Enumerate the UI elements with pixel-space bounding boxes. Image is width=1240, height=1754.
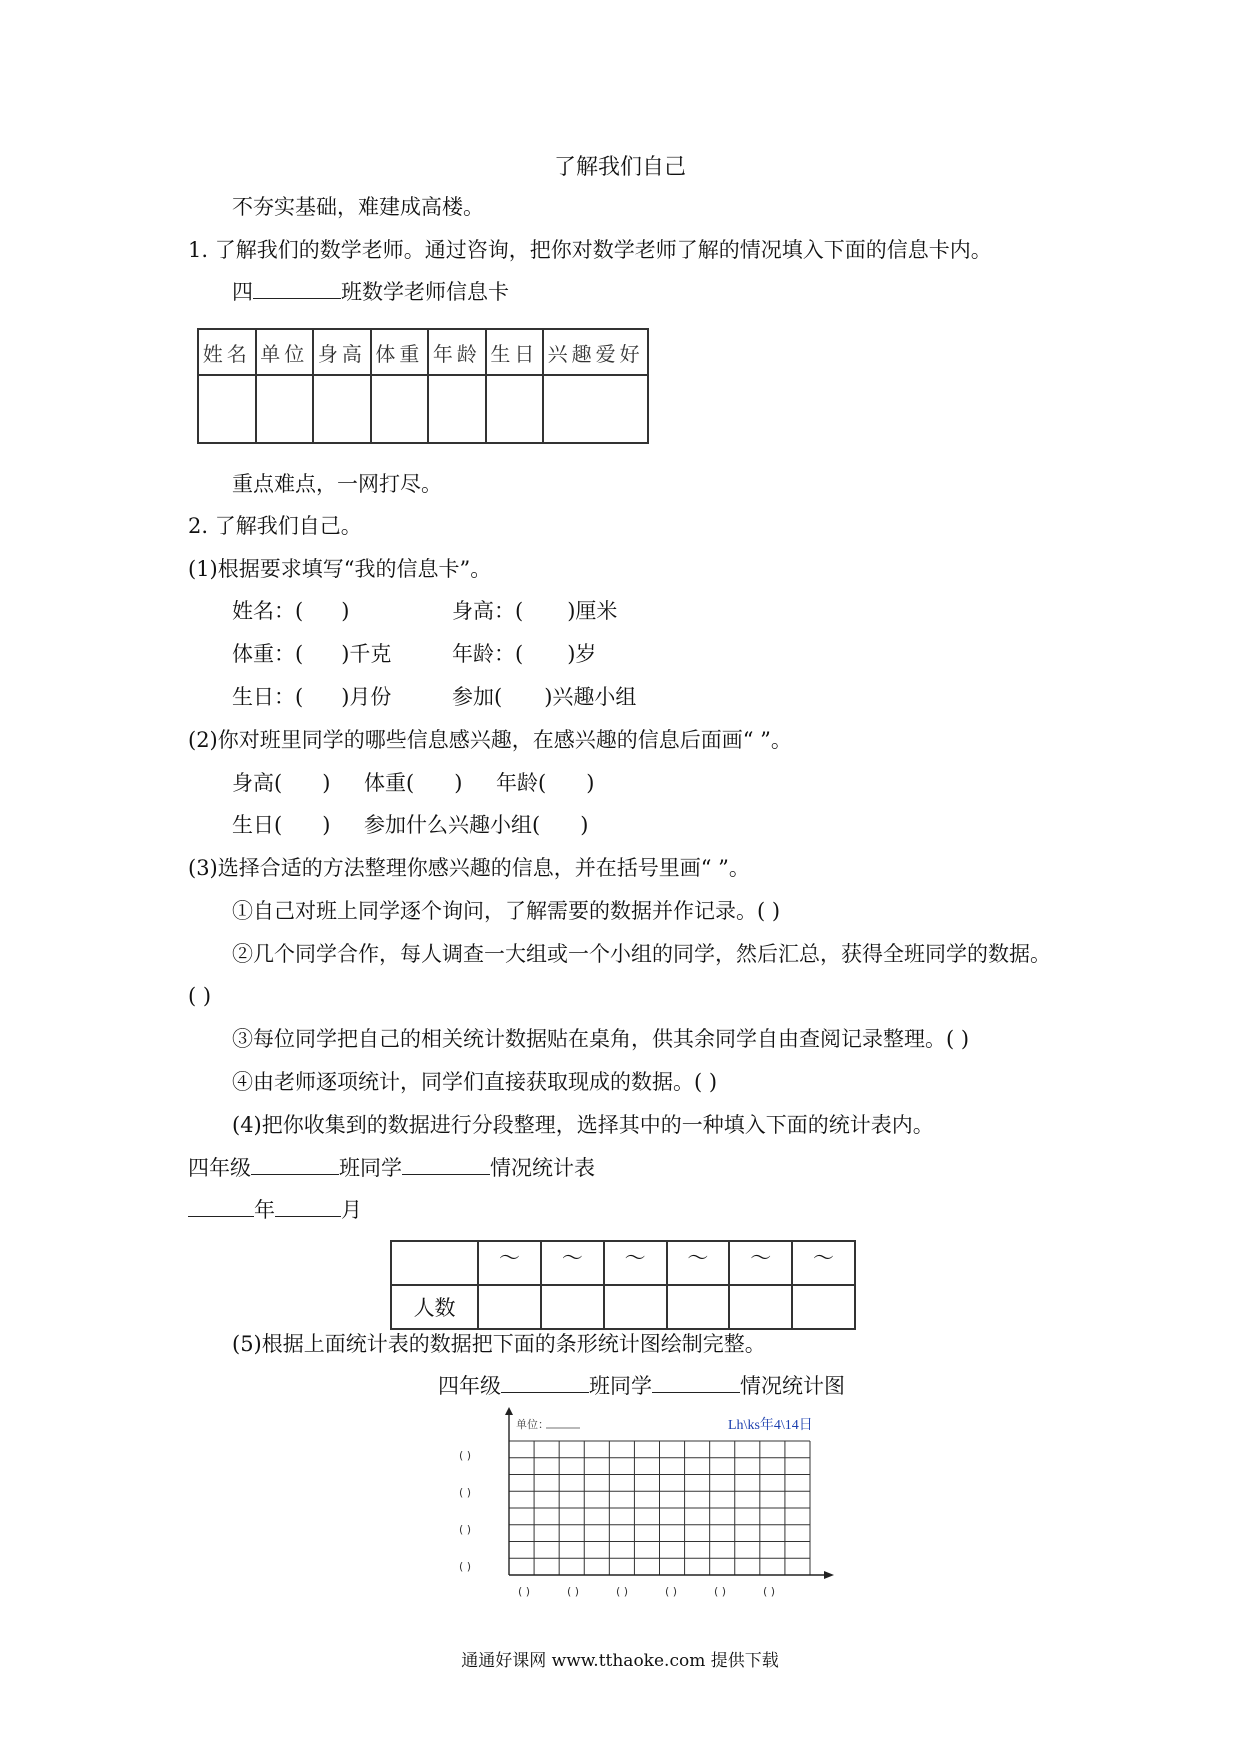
table-title: 四年级 班同学 情况统计表 bbox=[188, 1156, 595, 1180]
cell-name[interactable] bbox=[198, 375, 256, 443]
range-2[interactable]: ～ bbox=[541, 1241, 604, 1285]
header-unit: 单位 bbox=[256, 329, 314, 375]
x-axis-label-blank[interactable]: ( ) bbox=[518, 1585, 531, 1598]
cell-age[interactable] bbox=[428, 375, 486, 443]
header-birthday: 生日 bbox=[486, 329, 544, 375]
motto-2: 重点难点，一网打尽。 bbox=[232, 472, 442, 496]
cell-hobby[interactable] bbox=[543, 375, 648, 443]
part-1: (1)根据要求填写“我的信息卡”。 bbox=[188, 557, 492, 581]
date-stamp: Lh\ks年4\14日 bbox=[728, 1418, 813, 1433]
stats-corner[interactable] bbox=[391, 1241, 478, 1285]
class-blank-3[interactable] bbox=[501, 1374, 589, 1393]
option-1: ①自己对班上同学逐个询问，了解需要的数据并作记录。( ) bbox=[232, 899, 781, 923]
chart-grid bbox=[509, 1441, 810, 1575]
y-axis-label-blank[interactable]: ( ) bbox=[459, 1486, 472, 1499]
field-name: 姓名：( ) bbox=[232, 599, 350, 623]
range-6[interactable]: ～ bbox=[792, 1241, 855, 1285]
stats-table bbox=[390, 1240, 856, 1330]
option-2: ②几个同学合作，每人调查一大组或一个小组的同学，然后汇总，获得全班同学的数据。 bbox=[232, 942, 1051, 966]
choice-birthday: 生日( ) bbox=[232, 813, 331, 837]
choice-height: 身高( ) bbox=[232, 771, 331, 795]
motto-1: 不夯实基础，难建成高楼。 bbox=[232, 195, 484, 219]
range-4[interactable]: ～ bbox=[667, 1241, 730, 1285]
row-label-count: 人数 bbox=[391, 1285, 478, 1329]
option-3: ③每位同学把自己的相关统计数据贴在桌角，供其余同学自由查阅记录整理。( ) bbox=[232, 1027, 970, 1051]
month-blank[interactable] bbox=[275, 1198, 341, 1217]
x-axis-label-blank[interactable]: ( ) bbox=[665, 1585, 678, 1598]
y-axis-label-blank[interactable]: ( ) bbox=[459, 1523, 472, 1536]
class-blank[interactable] bbox=[253, 280, 341, 299]
part-3: (3)选择合适的方法整理你感兴趣的信息，并在括号里画“ ”。 bbox=[188, 856, 750, 880]
question-1: 1. 了解我们的数学老师。通过咨询，把你对数学老师了解的情况填入下面的信息卡内。 bbox=[188, 238, 992, 262]
count-2[interactable] bbox=[541, 1285, 604, 1329]
x-axis-labels bbox=[518, 1585, 775, 1598]
choice-group: 参加什么兴趣小组( ) bbox=[364, 813, 589, 837]
y-axis-arrow bbox=[505, 1407, 513, 1415]
footer: 通通好课网 www.tthaoke.com 提供下载 bbox=[461, 1651, 779, 1671]
cell-unit[interactable] bbox=[256, 375, 314, 443]
class-blank-2[interactable] bbox=[251, 1156, 339, 1175]
range-3[interactable]: ～ bbox=[604, 1241, 667, 1285]
field-join: 参加( )兴趣小组 bbox=[452, 685, 637, 709]
count-5[interactable] bbox=[729, 1285, 792, 1329]
field-birthday: 生日：( )月份 bbox=[232, 685, 392, 709]
page-title: 了解我们自己 bbox=[553, 155, 686, 180]
field-weight: 体重：( )千克 bbox=[232, 642, 392, 666]
y-axis-labels bbox=[459, 1449, 471, 1573]
cell-birthday[interactable] bbox=[486, 375, 544, 443]
field-height: 身高：( )厘米 bbox=[452, 599, 618, 623]
y-axis-label-blank[interactable]: ( ) bbox=[459, 1560, 472, 1573]
part-4: (4)把你收集到的数据进行分段整理，选择其中的一种填入下面的统计表内。 bbox=[232, 1113, 934, 1137]
choice-age: 年龄( ) bbox=[496, 771, 595, 795]
choice-weight: 体重( ) bbox=[364, 771, 463, 795]
header-hobby: 兴趣爱好 bbox=[543, 329, 648, 375]
y-axis-label-blank[interactable]: ( ) bbox=[459, 1449, 472, 1462]
topic-blank-3[interactable] bbox=[652, 1374, 740, 1393]
card-prefix: 四 bbox=[232, 280, 253, 304]
year-blank[interactable] bbox=[188, 1198, 254, 1217]
x-axis-label-blank[interactable]: ( ) bbox=[567, 1585, 580, 1598]
unit-label: 单位： bbox=[516, 1418, 549, 1431]
header-height: 身高 bbox=[313, 329, 371, 375]
count-1[interactable] bbox=[478, 1285, 541, 1329]
option-4: ④由老师逐项统计，同学们直接获取现成的数据。( ) bbox=[232, 1070, 718, 1094]
header-age: 年龄 bbox=[428, 329, 486, 375]
card-suffix: 班数学老师信息卡 bbox=[341, 280, 509, 304]
header-weight: 体重 bbox=[371, 329, 429, 375]
cell-weight[interactable] bbox=[371, 375, 429, 443]
range-1[interactable]: ～ bbox=[478, 1241, 541, 1285]
bar-chart-frame bbox=[450, 1405, 840, 1610]
count-4[interactable] bbox=[667, 1285, 730, 1329]
part-2: (2)你对班里同学的哪些信息感兴趣，在感兴趣的信息后面画“ ”。 bbox=[188, 728, 792, 752]
topic-blank-2[interactable] bbox=[402, 1156, 490, 1175]
count-6[interactable] bbox=[792, 1285, 855, 1329]
x-axis-label-blank[interactable]: ( ) bbox=[763, 1585, 776, 1598]
range-5[interactable]: ～ bbox=[729, 1241, 792, 1285]
count-3[interactable] bbox=[604, 1285, 667, 1329]
teacher-info-table bbox=[197, 328, 649, 444]
card-title bbox=[232, 278, 509, 306]
x-axis-label-blank[interactable]: ( ) bbox=[616, 1585, 629, 1598]
x-axis-arrow bbox=[824, 1571, 834, 1579]
chart-title: 四年级 班同学 情况统计图 bbox=[438, 1374, 845, 1398]
date-line: 年 月 bbox=[188, 1196, 362, 1224]
field-age: 年龄：( )岁 bbox=[452, 642, 597, 666]
question-2: 2. 了解我们自己。 bbox=[188, 514, 362, 538]
x-axis-label-blank[interactable]: ( ) bbox=[714, 1585, 727, 1598]
option-2-mark[interactable]: ( ) bbox=[188, 984, 212, 1008]
part-5: (5)根据上面统计表的数据把下面的条形统计图绘制完整。 bbox=[232, 1332, 766, 1356]
cell-height[interactable] bbox=[313, 375, 371, 443]
header-name: 姓名 bbox=[198, 329, 256, 375]
